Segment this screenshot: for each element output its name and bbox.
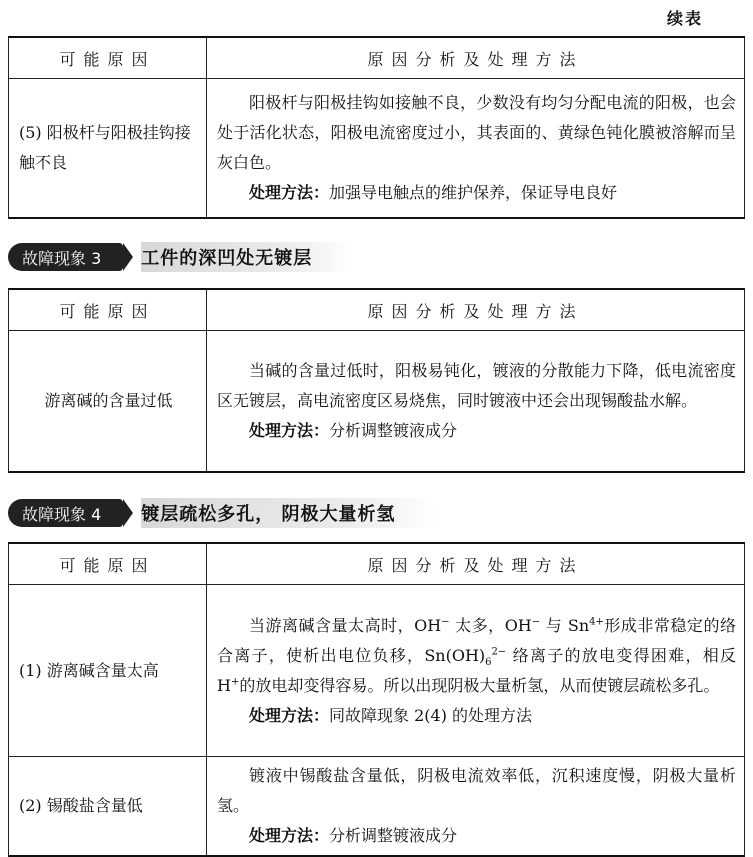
cause-cell: (5) 阳极杆与阳极挂钩接触不良	[9, 79, 207, 218]
section-banner-4	[8, 498, 436, 528]
table-row	[9, 331, 745, 472]
method-line	[217, 701, 736, 731]
fault-table-continued	[8, 36, 745, 219]
method-text: 加强导电触点的维护保养，保证导电良好	[329, 182, 618, 202]
analysis-cell	[207, 757, 745, 857]
method-label: 处理方法：	[249, 420, 330, 440]
cause-cell: 游离碱的含量过低	[9, 331, 207, 472]
method-text: 分析调整镀液成分	[329, 826, 458, 845]
analysis-text: 阳极杆与阳极挂钩如接触不良，少数没有均匀分配电流的阳极，也会处于活化状态，阳极电流密度过小，其表面的、黄绿色钝化膜被溶解而呈灰白色。	[217, 92, 736, 172]
analysis-cell	[207, 79, 745, 218]
header-analysis: 原因分析及处理方法	[207, 37, 745, 79]
header-cause: 可能原因	[9, 289, 207, 331]
analysis-text: 当游离碱含量太高时，OH− 太多，OH− 与 $Sn^{4+}$形成非常稳定的络合离子，使析出电位负移，$Sn(OH)_6^{2-}$ 络离子的放电变得困难，相反 H+的放电却变得容易。所以出现阴极大量析氢，从而使镀层疏松多孔。	[217, 615, 736, 695]
analysis-cell	[207, 585, 745, 757]
table-row	[9, 585, 745, 757]
cause-cell: (2) 锡酸盐含量低	[9, 757, 207, 857]
fault-table-4	[8, 542, 745, 857]
continuation-label: 续表	[666, 9, 703, 28]
method-label: 处理方法：	[249, 826, 330, 845]
method-label: 处理方法：	[249, 182, 330, 202]
header-analysis: 原因分析及处理方法	[207, 543, 745, 585]
fault-table-3	[8, 288, 745, 473]
method-label: 处理方法：	[249, 705, 330, 725]
header-cause: 可能原因	[9, 543, 207, 585]
analysis-cell	[207, 331, 745, 472]
section-title: 镀层疏松多孔， 阴极大量析氢	[141, 498, 435, 528]
method-text: 分析调整镀液成分	[329, 420, 458, 440]
section-badge: 故障现象 4	[8, 499, 123, 527]
header-cause: 可能原因	[9, 37, 207, 79]
cause-cell: (1) 游离碱含量太高	[9, 585, 207, 757]
method-line	[217, 416, 736, 446]
method-line	[217, 821, 736, 851]
section-badge: 故障现象 3	[8, 243, 123, 271]
section-title: 工件的深凹处无镀层	[141, 242, 352, 272]
method-line	[217, 178, 736, 208]
analysis-text: 镀液中锡酸盐含量低，阴极电流效率低，沉积速度慢，阴极大量析氢。	[217, 766, 736, 815]
analysis-text: 当碱的含量过低时，阳极易钝化，镀液的分散能力下降，低电流密度区无镀层，高电流密度区易烧焦，同时镀液中还会出现锡酸盐水解。	[217, 360, 736, 410]
table-row	[9, 757, 745, 857]
method-text: 同故障现象 2(4) 的处理方法	[329, 705, 533, 725]
header-analysis: 原因分析及处理方法	[207, 289, 745, 331]
section-banner-3	[8, 242, 352, 272]
table-row	[9, 79, 745, 218]
